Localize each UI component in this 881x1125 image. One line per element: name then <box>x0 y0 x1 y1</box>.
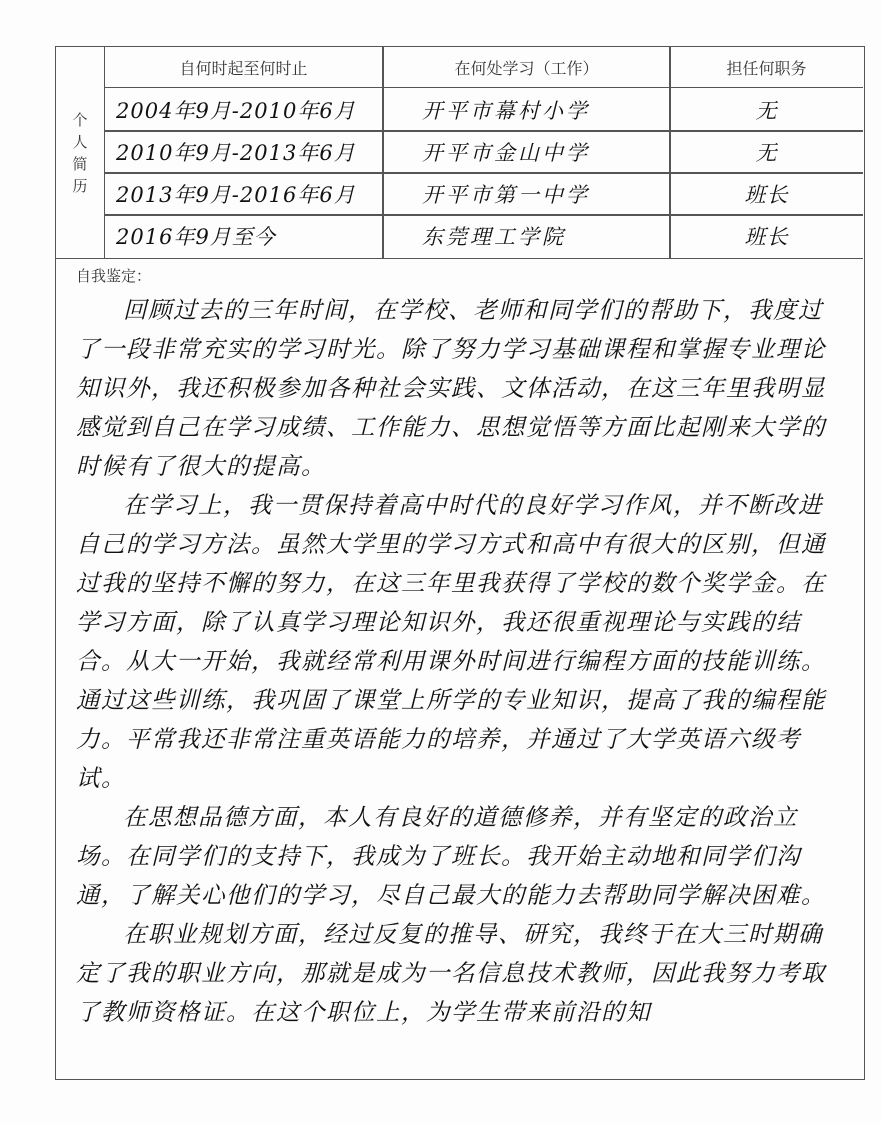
row-3-place: 开平市第一中学 <box>422 183 590 207</box>
row-4-period: 2016年9月至今 <box>116 225 276 249</box>
row-2-position: 无 <box>755 141 778 165</box>
row-1-position: 无 <box>755 99 778 123</box>
self-evaluation-text <box>76 291 846 1032</box>
resume-side-label <box>56 47 105 258</box>
self-evaluation-section <box>56 259 863 1081</box>
header-period: 自何时起至何时止 <box>104 47 383 88</box>
row-4-position: 班长 <box>744 225 789 249</box>
side-label-char: 人 <box>72 132 88 151</box>
row-3-period: 2013年9月-2016年6月 <box>116 183 356 207</box>
evaluation-paragraph: 在思想品德方面，本人有良好的道德修养，并有坚定的政治立场。在同学们的支持下，我成为了班长。我开始主动地和同学们沟通，了解关心他们的学习，尽自己最大的能力去帮助同学解决困难。 <box>76 803 826 909</box>
row-1-period: 2004年9月-2010年6月 <box>116 99 356 123</box>
header-place: 在何处学习（工作） <box>383 47 670 88</box>
evaluation-paragraph: 回顾过去的三年时间，在学校、老师和同学们的帮助下，我度过了一段非常充实的学习时光。除了努力学习基础课程和掌握专业理论知识外，我还积极参加各种社会实践、文体活动，在这三年里我明显感觉到自己在学习成绩、工作能力、思想觉悟等方面比起刚来大学的时候有了很大的提高。 <box>76 296 826 480</box>
side-label-char: 历 <box>72 176 88 195</box>
side-label-char: 个 <box>72 110 88 129</box>
row-2-period: 2010年9月-2013年6月 <box>116 141 356 165</box>
evaluation-paragraph: 在职业规划方面，经过反复的推导、研究，我终于在大三时期确定了我的职业方向，那就是成为一名信息技术教师，因此我努力考取了教师资格证。在这个职位上，为学生带来前沿的知 <box>76 920 826 1026</box>
side-label-char: 简 <box>72 154 88 173</box>
row-4-place: 东莞理工学院 <box>422 225 566 249</box>
row-3-position: 班长 <box>744 183 789 207</box>
row-2-place: 开平市金山中学 <box>422 141 590 165</box>
evaluation-paragraph: 在学习上，我一贯保持着高中时代的良好学习作风，并不断改进自己的学习方法。虽然大学里的学习方式和高中有很大的区别，但通过我的坚持不懈的努力，在这三年里我获得了学校的数个奖学金。在学习方面，除了认真学习理论知识外，我还很重视理论与实践的结合。从大一开始，我就经常利用课外时间进行编程方面的技能训练。通过这些训练，我巩固了课堂上所学的专业知识，提高了我的编程能力。平常我还非常注重英语能力的培养，并通过了大学英语六级考试。 <box>76 491 826 792</box>
row-1-place: 开平市幕村小学 <box>422 99 590 123</box>
header-position: 担任何职务 <box>670 47 863 88</box>
resume-table <box>56 47 863 259</box>
self-evaluation-title: 自我鉴定： <box>76 267 152 285</box>
form-frame <box>55 46 865 1080</box>
column-divider <box>382 47 384 258</box>
